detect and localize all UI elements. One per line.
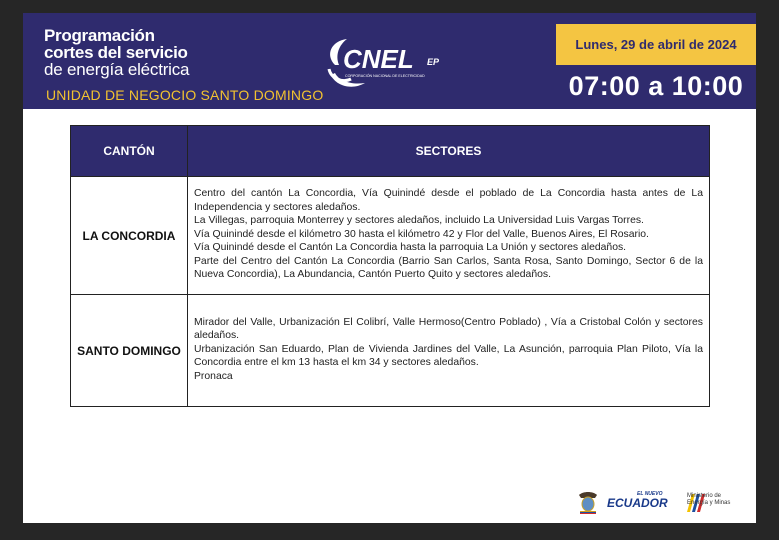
announcement-sheet [23, 13, 756, 523]
announcement-title [44, 27, 189, 78]
sectors-column-header: SECTORES [188, 126, 710, 177]
outage-date: Lunes, 29 de abril de 2024 [575, 37, 737, 52]
sector-entry: Vía Quinindé desde el Cantón La Concordia hasta la parroquia La Unión y sectores aledaños. [194, 242, 627, 254]
table-header-row [71, 126, 710, 177]
sectors-cell [188, 177, 710, 295]
outage-schedule-table [70, 125, 710, 407]
header-banner [23, 13, 756, 109]
sector-entry: La Villegas, parroquia Monterrey y sectores aledaños, incluido La Universidad Luis Vargas Torres. [194, 215, 644, 227]
sector-entry: Parte del Centro del Cantón La Concordia (Barrio San Carlos, Santa Rosa, Santo Domingo, Sector 6 de la Nueva Concordia), La Abundancia, Cantón Puerto Quito y sectores aledaños. [194, 255, 703, 281]
ministry-line-2: Energía y Minas [687, 500, 731, 506]
ecuador-coat-of-arms-icon [577, 489, 599, 515]
sectors-cell [188, 295, 710, 407]
canton-column-header: CANTÓN [71, 126, 188, 177]
government-footer [575, 489, 745, 517]
cnel-logo [321, 35, 461, 91]
table-row [71, 295, 710, 407]
date-box [556, 24, 756, 65]
ministry-line-1: Ministerio de [687, 493, 722, 499]
table-row [71, 177, 710, 295]
sector-entry: Vía Quinindé desde el kilómetro 30 hasta el kilómetro 42 y Flor del Valle, Buenos Aires, El Rosario. [194, 228, 649, 240]
slogan-small: EL NUEVO [637, 491, 663, 497]
ministry-label [687, 493, 730, 507]
el-nuevo-ecuador-logo [603, 491, 681, 515]
sector-entry: Urbanización San Eduardo, Plan de Vivienda Jardines del Valle, La Asunción, parroquia Plan Piloto, Vía la Concordia entre el km 13 hasta el km 34 y sectores aledaños. [194, 343, 703, 369]
title-line-1: Programación [44, 26, 155, 45]
logo-text: CNEL [343, 44, 414, 74]
outage-time-range: 07:00 a 10:00 [568, 71, 744, 101]
title-line-2: cortes del servicio [44, 43, 188, 62]
title-line-3: de energía eléctrica [44, 60, 190, 79]
sector-entry: Mirador del Valle, Urbanización El Colibrí, Valle Hermoso(Centro Poblado) , Vía a Cristobal Colón y sectores aledaños. [194, 316, 703, 342]
slogan-big: ECUADOR [607, 496, 668, 510]
canton-cell: SANTO DOMINGO [71, 295, 188, 407]
logo-tagline: CORPORACIÓN NACIONAL DE ELECTRICIDAD [345, 74, 425, 78]
logo-suffix: EP [427, 57, 440, 67]
canton-cell: LA CONCORDIA [71, 177, 188, 295]
business-unit-label: UNIDAD DE NEGOCIO SANTO DOMINGO [46, 87, 324, 103]
sector-entry: Pronaca [194, 370, 233, 382]
sector-entry: Centro del cantón La Concordia, Vía Quinindé desde el poblado de La Concordia hasta antes de La Independencia y sectores aledaños. [194, 187, 703, 213]
